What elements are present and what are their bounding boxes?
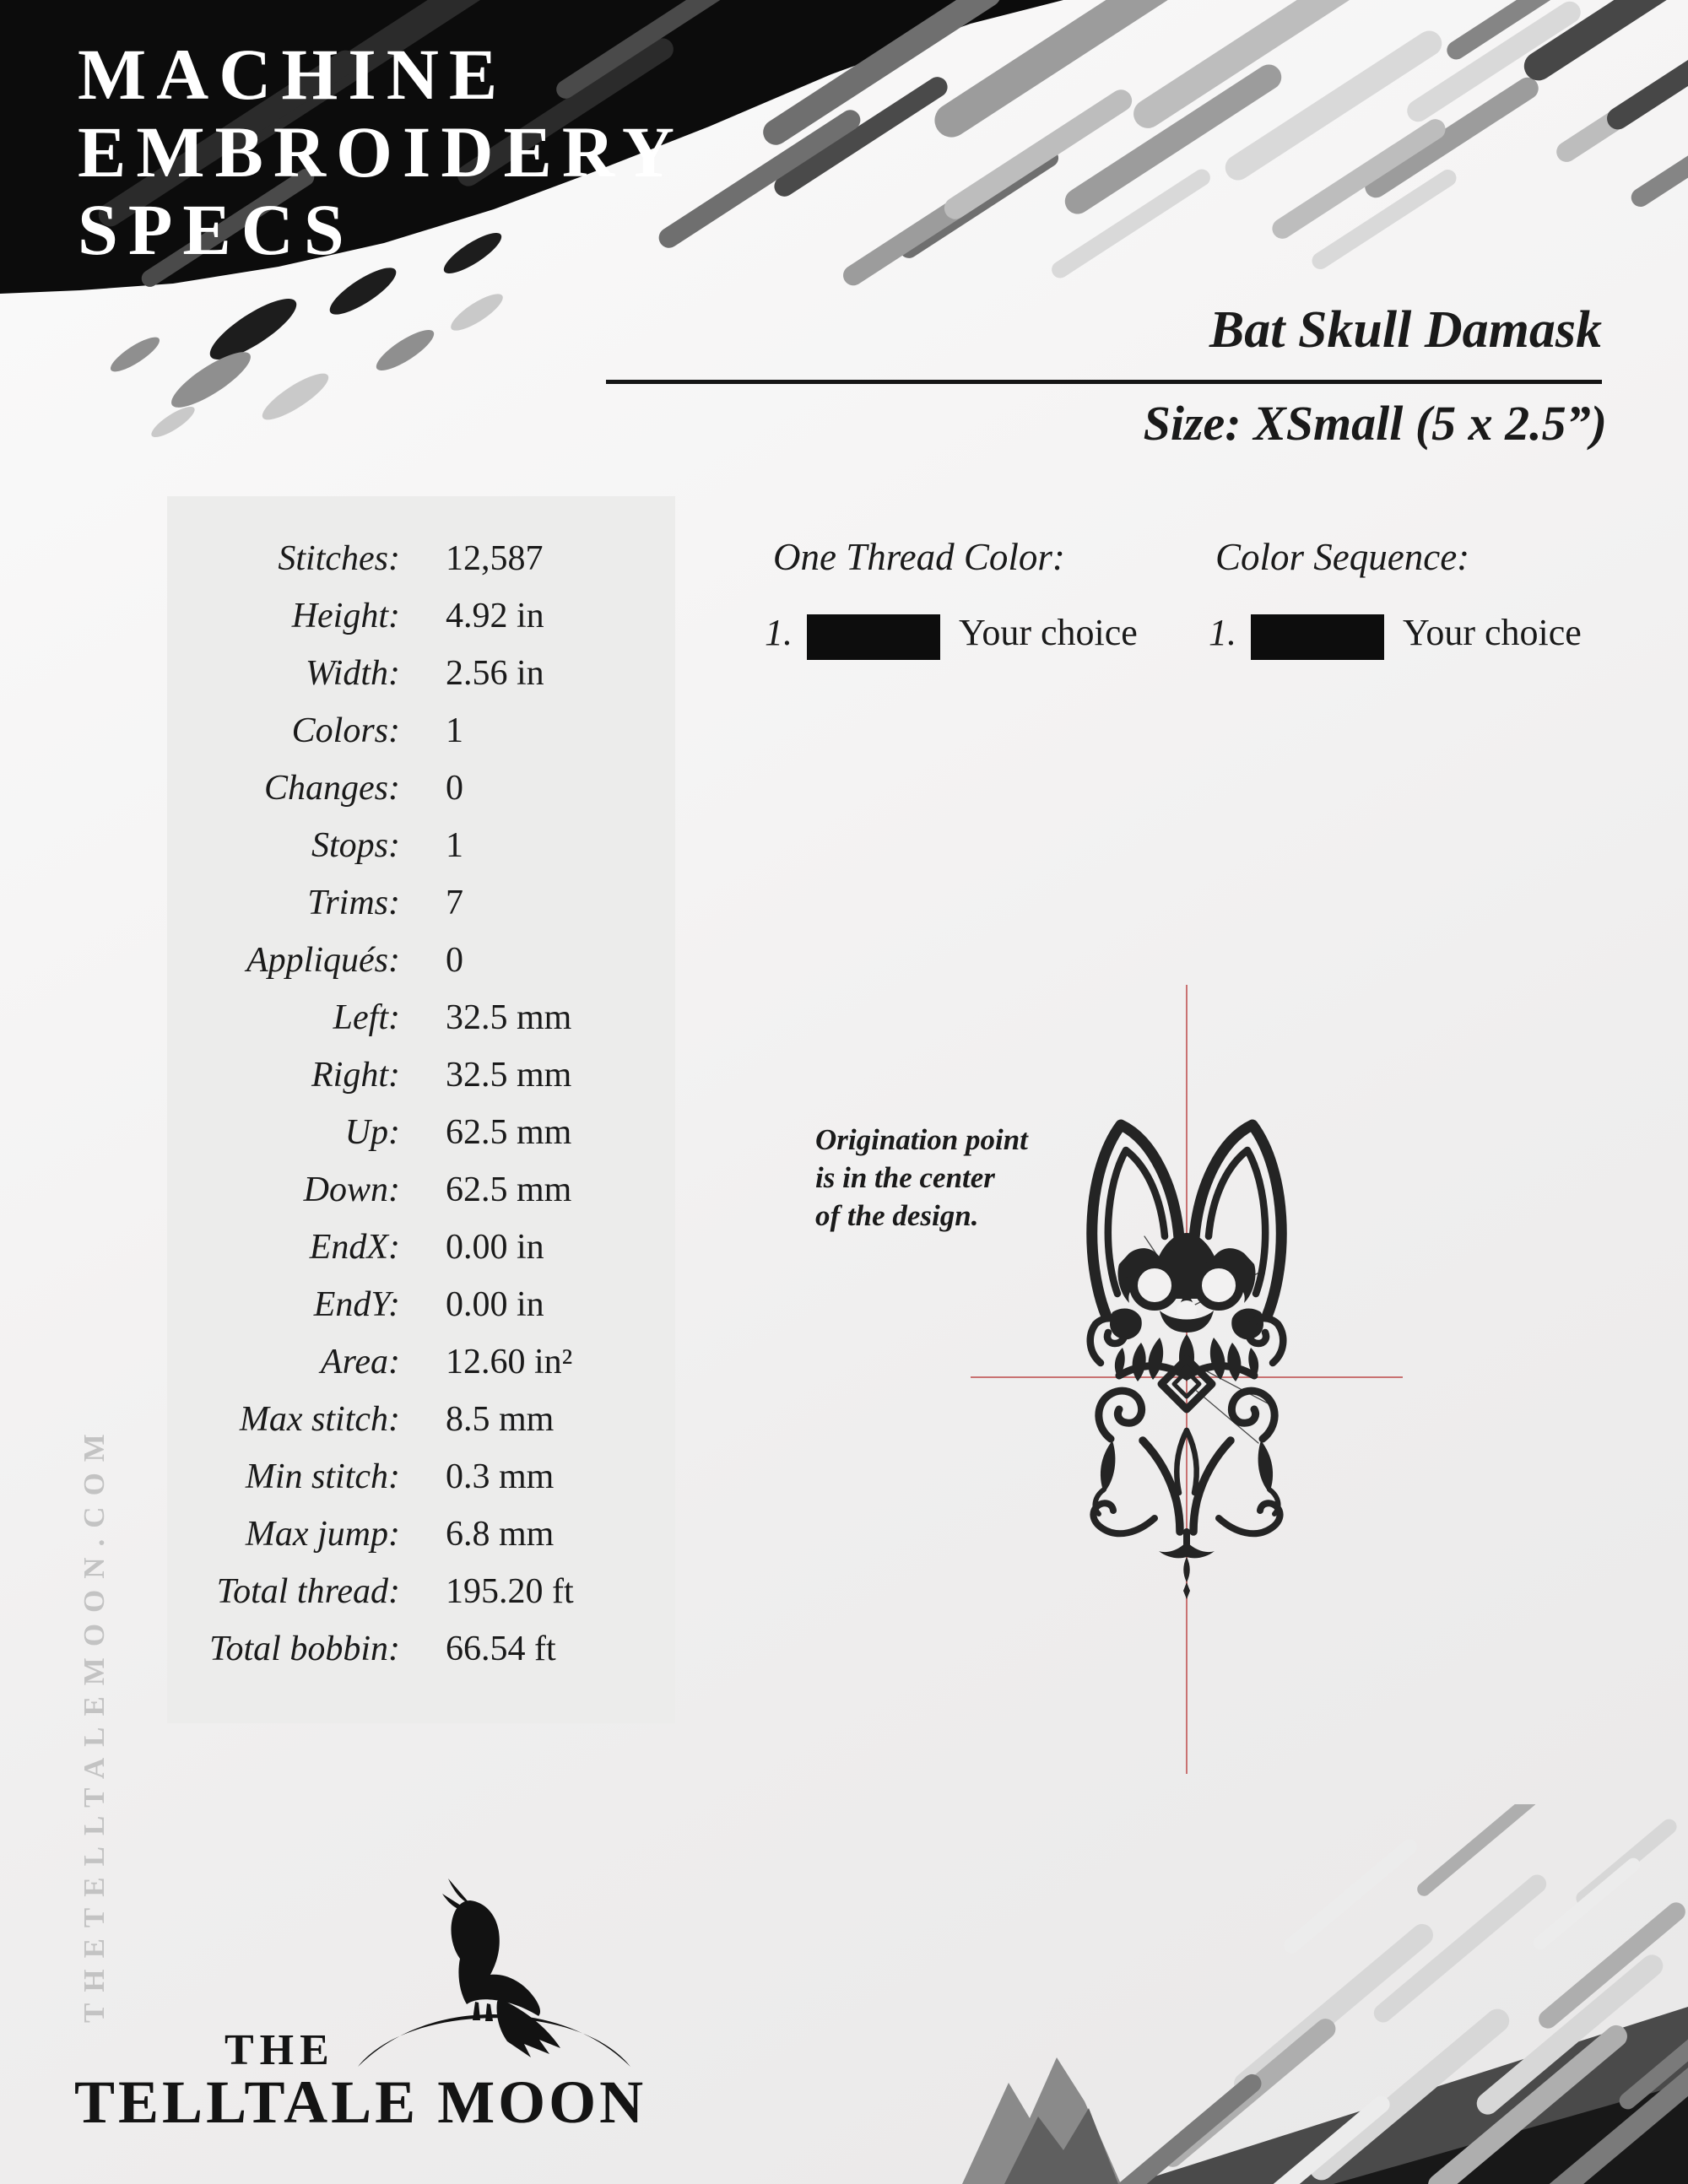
spec-value: 8.5 mm: [446, 1400, 555, 1439]
spec-label: Stitches:: [278, 539, 400, 578]
spec-label: Appliqués:: [246, 941, 400, 980]
table-row: [167, 768, 675, 825]
table-row: [167, 1629, 675, 1686]
table-row: [167, 1112, 675, 1170]
spec-value: 1: [446, 711, 463, 750]
thread-color-heading: One Thread Color:: [773, 536, 1065, 578]
origination-note-line: of the design.: [815, 1199, 979, 1232]
origination-note-line: Origination point: [815, 1123, 1028, 1156]
spec-label: Height:: [291, 597, 400, 635]
table-row: [167, 825, 675, 883]
crow-icon: [442, 1879, 560, 2057]
page-title-line: SPECS: [78, 189, 354, 270]
crescent-moon-icon: [358, 2014, 630, 2067]
design-size: Size: XSmall (5 x 2.5”): [1143, 396, 1607, 451]
spec-value: 4.92 in: [446, 597, 544, 635]
table-row: [167, 1342, 675, 1399]
design-name: Bat Skull Damask: [1209, 301, 1602, 359]
table-row: [167, 1284, 675, 1342]
spec-label: Area:: [320, 1343, 400, 1381]
spec-label: EndY:: [313, 1285, 400, 1324]
origination-note-line: is in the center: [815, 1161, 995, 1194]
table-row: [167, 940, 675, 997]
table-row: [167, 711, 675, 768]
spec-label: Down:: [303, 1170, 400, 1209]
spec-value: 6.8 mm: [446, 1515, 555, 1554]
page-title: [78, 35, 684, 268]
color-sequence-swatch: [1251, 614, 1384, 660]
table-row: [167, 883, 675, 940]
spec-value: 7: [446, 884, 463, 922]
spec-label: Trims:: [307, 884, 400, 922]
title-divider: [606, 380, 1602, 384]
table-row: [167, 1227, 675, 1284]
embroidery-design-preview: [1060, 1110, 1313, 1608]
table-row: [167, 1170, 675, 1227]
spec-label: Changes:: [264, 769, 400, 808]
color-sequence-choice: Your choice: [1403, 612, 1582, 653]
color-sequence-heading: Color Sequence:: [1215, 536, 1470, 578]
spec-label: Total bobbin:: [209, 1630, 400, 1668]
thread-color-item-number: 1.: [765, 612, 793, 653]
spec-value: 0.00 in: [446, 1285, 544, 1324]
spec-value: 12.60 in²: [446, 1343, 573, 1381]
table-row: [167, 1571, 675, 1629]
spec-label: Right:: [311, 1056, 400, 1095]
table-row: [167, 1514, 675, 1571]
brand-word-telltale-moon: TELLTALE MOON: [74, 2068, 647, 2136]
brand-word-the: THE: [225, 2026, 335, 2074]
page-title-line: EMBROIDERY: [78, 111, 685, 192]
page-title-line: MACHINE: [78, 34, 508, 115]
table-row: [167, 596, 675, 653]
spec-value: 0.00 in: [446, 1228, 544, 1267]
table-row: [167, 997, 675, 1055]
thread-color-choice: Your choice: [959, 612, 1138, 653]
spec-label: Total thread:: [216, 1572, 400, 1611]
specs-table: [167, 496, 675, 1723]
spec-value: 195.20 ft: [446, 1572, 574, 1611]
bottom-brush-texture: [928, 1804, 1688, 2184]
spec-value: 32.5 mm: [446, 1056, 572, 1095]
spec-label: Left:: [333, 998, 400, 1037]
table-row: [167, 1457, 675, 1514]
spec-value: 66.54 ft: [446, 1630, 556, 1668]
spec-value: 1: [446, 826, 463, 865]
spec-value: 62.5 mm: [446, 1170, 572, 1209]
spec-value: 2.56 in: [446, 654, 544, 693]
crow-moon-logo: [342, 1875, 646, 2073]
table-row: [167, 538, 675, 596]
spec-label: Max jump:: [245, 1515, 400, 1554]
spec-label: Colors:: [291, 711, 400, 750]
spec-value: 12,587: [446, 539, 544, 578]
spec-label: Max stitch:: [239, 1400, 400, 1439]
spec-label: Min stitch:: [245, 1457, 400, 1496]
origination-note: [815, 1121, 1028, 1235]
color-sequence-item-number: 1.: [1209, 612, 1236, 653]
spec-label: Width:: [306, 654, 400, 693]
spec-value: 0.3 mm: [446, 1457, 555, 1496]
spec-value: 62.5 mm: [446, 1113, 572, 1152]
spec-label: Stops:: [311, 826, 400, 865]
spec-value: 0: [446, 941, 463, 980]
damask-half: [1090, 1125, 1187, 1533]
table-row: [167, 1055, 675, 1112]
table-row: [167, 653, 675, 711]
table-row: [167, 1399, 675, 1457]
spec-value: 0: [446, 769, 463, 808]
spec-label: EndX:: [309, 1228, 400, 1267]
website-vertical-text: THETELLTALEMOON.COM: [78, 1423, 111, 2023]
thread-color-swatch: [807, 614, 940, 660]
spec-value: 32.5 mm: [446, 998, 572, 1037]
spec-label: Up:: [344, 1113, 400, 1152]
